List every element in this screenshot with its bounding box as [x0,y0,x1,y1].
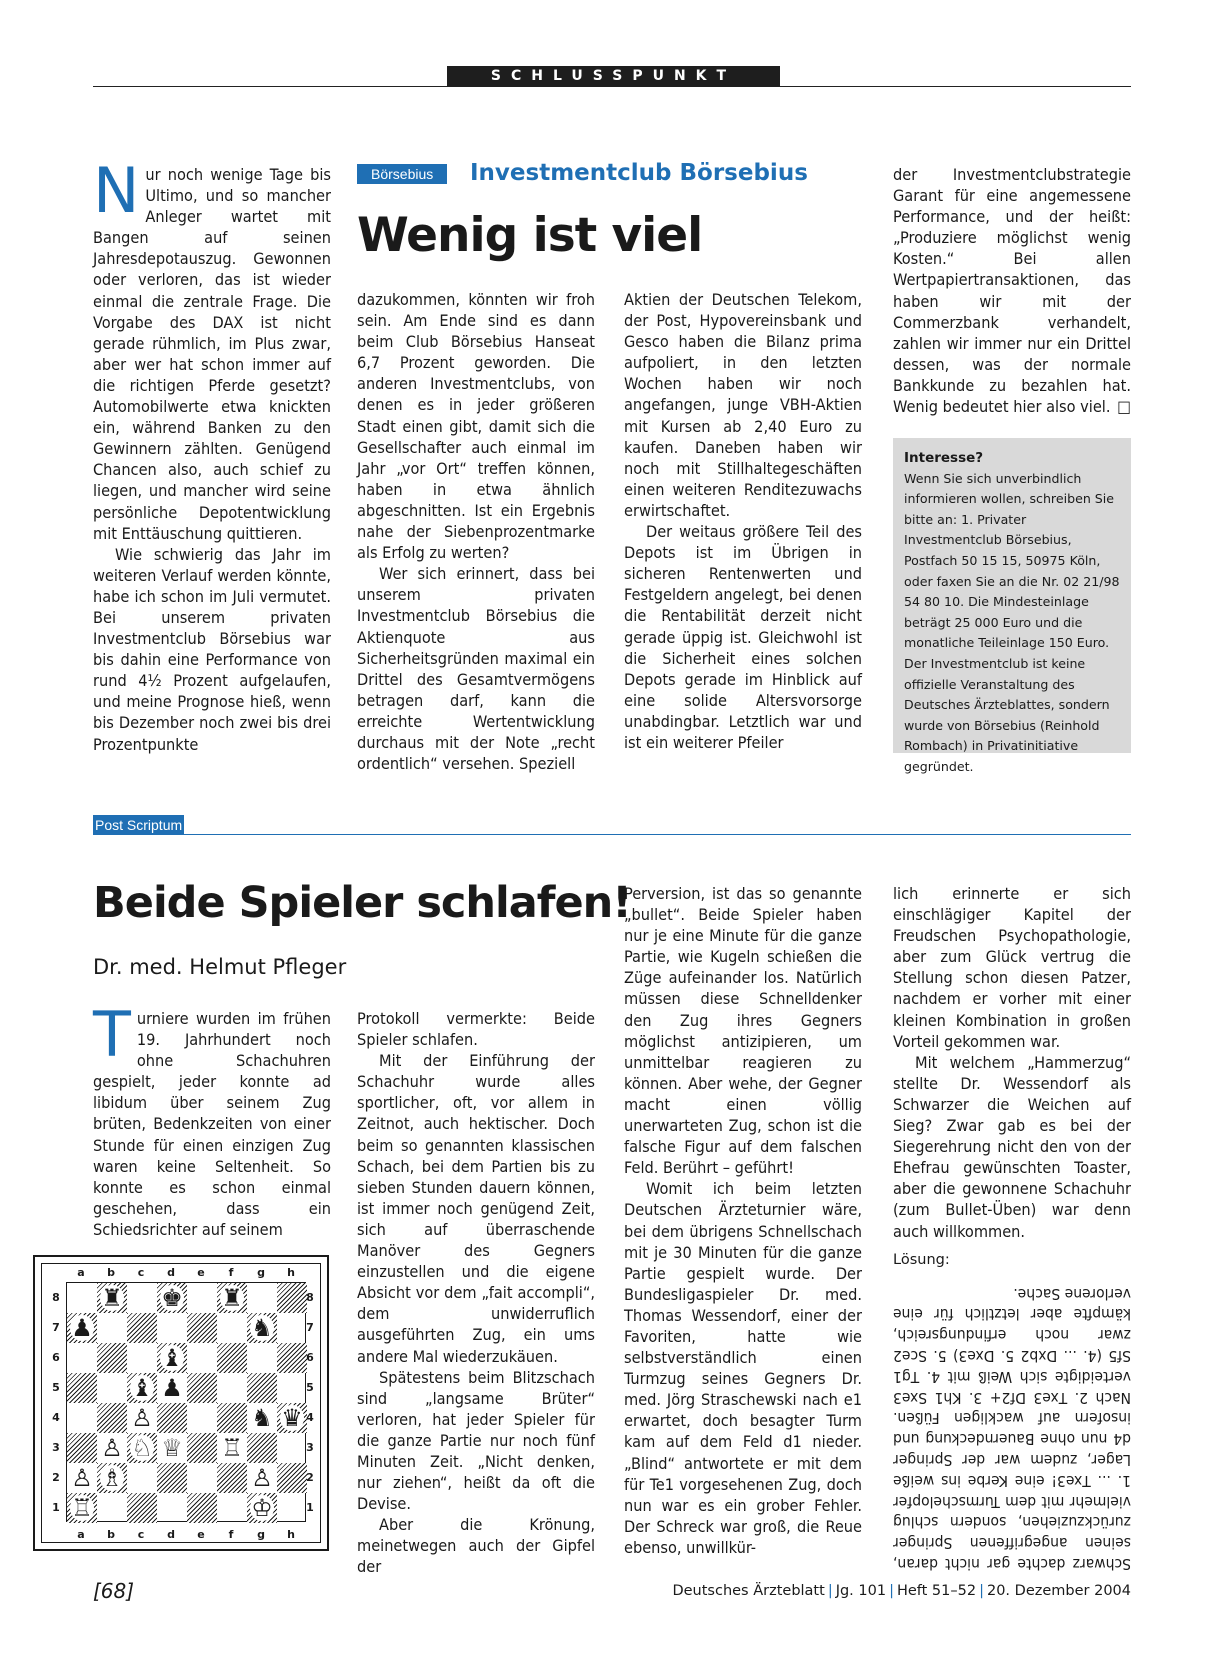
file-label: b [107,1266,115,1279]
chess-square-g3 [247,1433,277,1463]
rank-label: 5 [306,1380,314,1394]
info-box [893,438,1131,774]
chess-square-c1 [127,1493,157,1523]
chess-square-c4 [127,1403,157,1433]
rank-label: 2 [306,1470,314,1484]
article2-headline: Beide Spieler schlafen! [93,878,631,928]
file-label: b [107,1528,115,1541]
chess-piece: ♞ [251,1404,273,1432]
footer-credit: Deutsches Ärzteblatt | Jg. 101 | Heft 51–52 | 20. Dezember 2004 [672,1583,1131,1599]
rank-label: 5 [52,1380,60,1394]
file-labels-bottom [66,1528,306,1542]
chess-square-c5 [127,1373,157,1403]
article2-column-2 [357,1008,595,1578]
article2-column-3 [624,883,862,1558]
journal-name: Deutsches Ärzteblatt [672,1583,825,1599]
chess-square-f7 [217,1313,247,1343]
rank-label: 3 [52,1440,60,1454]
chess-square-b2 [97,1463,127,1493]
article2-rule [93,834,1131,835]
article2-byline: Dr. med. Helmut Pfleger [93,955,347,979]
article1-tag: Börsebius [357,164,447,184]
chess-piece: ♘ [131,1434,153,1462]
file-label: c [137,1528,145,1541]
paragraph: Mit welchem „Hammerzug“ stellte Dr. Wessendorf als Schwarzer die Weichen auf Sieg? Zwar gab es bei der Siegerehrung nicht den von der Ehefrau gewünschten Toaster, aber die gewonnene Schachuhr (zum Bullet-Üben) war denn auch willkommen. [893,1052,1131,1241]
page-number: [68] [93,1579,135,1603]
chess-square-b3 [97,1433,127,1463]
chess-piece: ♔ [251,1494,273,1522]
chess-square-c7 [127,1313,157,1343]
info-box-text: Wenn Sie sich unverbindlich informieren wollen, schreiben Sie bitte an: 1. Privater Investmentclub Börsebius, Postfach 50 15 15, 50975 Köln, oder faxen Sie an die Nr. 02 21/98 54 80 10. Die Mindesteinlage beträgt 25 000 Euro und die monatliche Teileinlage 150 Euro. Der Investmentclub ist keine offizielle Veranstaltung des Deutsches Ärzteblattes, sondern wurde von Börsebius (Reinhold Rombach) in Privatinitiative gegründet. [904,470,1120,774]
chess-square-f8 [217,1283,247,1313]
paragraph: ur noch wenige Tage bis Ultimo, und so mancher Anleger wartet mit Bangen auf seinen Jahresdepotauszug. Gewonnen oder verloren, das ist wieder einmal die zentrale Frage. Die Vorgabe des DAX ist nicht gerade rühmlich, im Plus zwar, aber wer hat schon immer auf die richtigen Pferde gesetzt? Automobilwerte etwa knickten ein, während Banken zu den Gewinnern zählten. Genügend Chancen also, auch schief zu liegen, und mancher wird seine persönliche Depotentwicklung mit Enttäuschung quittieren. [93,165,331,543]
chess-square-b6 [97,1343,127,1373]
paragraph: Perversion, ist das so genannte „bullet“. Beide Spieler haben nur je eine Minute für die ganze Partie, wie Kugeln schießen die Züge aufeinander los. Natürlich müssen diese Schnelldenker den Zug ihres Gegners möglichst antizipieren, um unmittelbar reagieren zu können. Aber wehe, der Gegner macht einen völlig unerwarteten Zug, schon ist die falsche Figur auf dem falschen Feld. Berührt – geführt! [624,884,862,1178]
paragraph: Womit ich beim letzten Deutschen Ärzteturnier wäre, bei dem übrigens Schnellschach mit je 30 Minuten für die ganze Partie gespielt wurde. Der Bundesligaspieler Dr. med. Thomas Wessendorf, einer der Favoriten, hatte wie selbstverständlich einen Turmzug seines Gegners Dr. med. Jörg Straschewski nach e1 erwartet, doch besagter Turm kam auf dem Feld d1 nieder. „Blind“ antwortete er mit dem für Te1 vorgesehenen Zug, doch nun war es ein grober Fehler. Der Schreck war groß, die Reue ebenso, unwillkür- [624,1179,862,1557]
chess-square-b4 [97,1403,127,1433]
rank-label: 6 [52,1350,60,1364]
rank-labels-right [302,1282,318,1522]
chess-square-e6 [187,1343,217,1373]
chess-piece: ♙ [131,1404,153,1432]
chess-square-c2 [127,1463,157,1493]
chess-square-a5 [67,1373,97,1403]
chess-piece: ♞ [251,1314,273,1342]
paragraph: Mit der Einführung der Schachuhr wurde alles sportlicher, oft, vor allem in Zeitnot, auch hektischer. Doch beim so genannten klassischen Schach, bei dem Partien bis zu sieben Stunden dauern können, ist immer noch genügend Zeit, sich auf überraschende Manöver des Gegners einzustellen und die eigene Absicht vor dem „fait accompli“, dem unwiderruflich ausgeführten Zug, ein ums andere Mal wiederzukäuen. [357,1051,595,1366]
chess-square-a4 [67,1403,97,1433]
chess-square-f4 [217,1403,247,1433]
chess-square-b8 [97,1283,127,1313]
file-label: g [257,1266,265,1279]
chess-square-g2 [247,1463,277,1493]
chess-piece: ♗ [101,1464,123,1492]
chess-square-c3 [127,1433,157,1463]
rank-label: 8 [52,1290,60,1304]
chess-square-a8 [67,1283,97,1313]
article1-headline: Wenig ist viel [357,208,703,263]
article2-tag: Post Scriptum [95,817,183,833]
file-label: d [167,1266,175,1279]
paragraph: Spätestens beim Blitzschach sind „langsame Brüter“ verloren, hat jeder Spieler für die ganze Partie nur noch fünf Minuten Zeit. „Nicht denken, nur ziehen“, heißt da oft die Devise. [357,1367,595,1514]
file-label: f [228,1266,234,1279]
rank-label: 7 [306,1320,314,1334]
chess-square-e8 [187,1283,217,1313]
rank-label: 3 [306,1440,314,1454]
chess-square-a1 [67,1493,97,1523]
section-title: SCHLUSSPUNKT [447,66,780,87]
chess-piece: ♝ [161,1344,183,1372]
article1-kicker: Investmentclub Börsebius [470,160,808,186]
paragraph: der Investmentclubstrategie Garant für eine angemessene Performance, und der heißt: „Produziere möglichst wenig Kosten.“ Bei allen Wertpapiertransaktionen, das haben wir mit der Commerzbank verhandelt, zahlen wir immer nur ein Drittel dessen, was der normale Bankkunde zu bezahlen hat. Wenig bedeutet hier also viel. [893,165,1131,417]
paragraph: urniere wurden im frühen 19. Jahrhundert noch ohne Schachuhren gespielt, jeder konnte ad libidum über seinem Zug brüten, Bedenkzeiten von einer Stunde für einen einzigen Zug waren keine Seltenheit. So konnte es schon einmal geschehen, dass ein Schiedsrichter auf seinem [93,1009,331,1239]
chess-square-e4 [187,1403,217,1433]
rank-label: 1 [306,1500,314,1514]
rank-label: 4 [306,1410,314,1424]
file-label: a [77,1266,85,1279]
chess-square-f5 [217,1373,247,1403]
chess-square-a2 [67,1463,97,1493]
chess-square-d1 [157,1493,187,1523]
chess-square-e2 [187,1463,217,1493]
file-label: g [257,1528,265,1541]
file-label: c [137,1266,145,1279]
chess-square-c6 [127,1343,157,1373]
solution-text-upside-down: Schwarz dachte gar nicht daran, seinen angegriffenen Springer zurückzuziehen, sondern schlug vielmehr mit dem Turmschelopfer 1. ... Txe3! eine Kerbe ins weiße Lager, zudem war der Springer d4 nun ohne Bauerndeckung und insofern auf wackligen Füßen. Nach 2. Txe3 Df2+ 3. Kh1 Sxe3 verteidigte sich Weiß mit 4. Tg1 Sf5 (4. ... Dxb2 5. Dxe3) 5. Sce2 zwar noch erfindungsreich, kämpfte aber letztlich für eine verlorene Sache. [893,1284,1131,1574]
chess-piece: ♚ [161,1284,183,1312]
chess-square-g1 [247,1493,277,1523]
chess-square-g8 [247,1283,277,1313]
chess-piece: ♜ [221,1284,243,1312]
journal-volume: Jg. 101 [835,1583,887,1599]
paragraph: Aktien der Deutschen Telekom, der Post, Hypovereinsbank und Gesco haben die Bilanz prima aufpoliert, in den letzten Wochen haben wir noch angefangen, junge VBH-Aktien mit Kursen ab 2,40 Euro zu kaufen. Daneben haben wir noch mit Stillhaltegeschäften einen weiteren Renditezuwachs erwirtschaftet. [624,290,862,520]
chess-piece: ♙ [71,1464,93,1492]
paragraph: Wer sich erinnert, dass bei unserem privaten Investmentclub Börsebius die Aktienquote aus Sicherheitsgründen maximal ein Drittel des Gesamtvermögens betragen darf, kann die erreichte Wertentwicklung durchaus mit der Note „recht ordentlich“ versehen. Speziell [357,564,595,774]
article2-column-4 [893,883,1131,1242]
chess-piece: ♖ [71,1494,93,1522]
chess-square-d8 [157,1283,187,1313]
file-label: e [197,1528,205,1541]
file-label: h [287,1266,295,1279]
chess-square-c8 [127,1283,157,1313]
chess-square-a6 [67,1343,97,1373]
chess-square-b1 [97,1493,127,1523]
chess-square-d6 [157,1343,187,1373]
chess-square-f1 [217,1493,247,1523]
chess-piece: ♖ [221,1434,243,1462]
chess-piece: ♛ [281,1404,303,1432]
journal-issue: Heft 51–52 [896,1583,977,1599]
article1-column-3 [624,289,862,753]
paragraph: dazukommen, könnten wir froh sein. Am Ende sind es dann beim Club Börsebius Hanseat 6,7 Prozent geworden. Die anderen Investmentclubs, von denen es in jeder größeren Stadt einen gibt, damit sich die Gesellschafter auch einmal im Jahr „vor Ort“ treffen können, haben in etwa ähnlich abgeschnitten. Ist ein Ergebnis nahe der Siebenprozentmarke als Erfolg zu werten? [357,290,595,563]
chess-square-d7 [157,1313,187,1343]
chess-square-b7 [97,1313,127,1343]
rank-label: 8 [306,1290,314,1304]
chess-piece: ♕ [161,1434,183,1462]
chess-board [66,1282,306,1522]
solution-label: Lösung: [893,1252,950,1268]
file-label: d [167,1528,175,1541]
file-label: f [228,1528,234,1541]
chess-square-e5 [187,1373,217,1403]
article1-column-2 [357,289,595,774]
chess-square-d2 [157,1463,187,1493]
chess-square-f2 [217,1463,247,1493]
chess-square-e1 [187,1493,217,1523]
chess-square-a3 [67,1433,97,1463]
chess-square-g6 [247,1343,277,1373]
article1-column-1 [93,154,331,755]
paragraph: Aber die Krönung, meinetwegen auch der Gipfel der [357,1515,595,1577]
paragraph: Der weitaus größere Teil des Depots ist im Übrigen in sicheren Rentenwerten und Festgeldern angelegt, bei denen die Rentabilität derzeit nicht gerade üppig ist. Gleichwohl ist die Sicherheit eines solchen Depots gerade im Hinblick auf eine solide Altersvorsorge unabdingbar. Letztlich war und ist ein weiterer Pfeiler [624,522,862,752]
chess-square-g5 [247,1373,277,1403]
rank-labels-left [48,1282,64,1522]
file-labels-top [66,1266,306,1280]
file-label: h [287,1528,295,1541]
file-label: a [77,1528,85,1541]
chess-square-d3 [157,1433,187,1463]
rank-label: 2 [52,1470,60,1484]
chess-square-f6 [217,1343,247,1373]
chess-square-d4 [157,1403,187,1433]
rank-label: 6 [306,1350,314,1364]
file-label: e [197,1266,205,1279]
chess-square-g4 [247,1403,277,1433]
paragraph: Wie schwierig das Jahr im weiteren Verlauf werden könnte, habe ich schon im Juli vermutet. Bei unserem privaten Investmentclub Börsebius war bis dahin eine Performance von rund 4½ Prozent aufgelaufen, und meine Prognose hieß, wenn bis Dezember noch zwei bis drei Prozentpunkte [93,544,331,754]
chess-diagram [33,1255,329,1551]
article2-dropcap: T [93,998,131,1071]
chess-diagram-frame [41,1263,321,1543]
journal-date: 20. Dezember 2004 [986,1583,1131,1599]
chess-piece: ♙ [101,1434,123,1462]
chess-piece: ♟ [161,1374,183,1402]
info-box-title: Interesse? [904,450,984,466]
chess-piece: ♟ [71,1314,93,1342]
article1-column-4 [893,164,1131,417]
chess-square-e3 [187,1433,217,1463]
chess-piece: ♙ [251,1464,273,1492]
rank-label: 7 [52,1320,60,1334]
article2-column-1 [93,998,331,1240]
chess-square-g7 [247,1313,277,1343]
chess-square-a7 [67,1313,97,1343]
chess-square-d5 [157,1373,187,1403]
article1-dropcap: N [93,154,140,227]
end-mark: □ [1117,397,1131,417]
chess-square-e7 [187,1313,217,1343]
paragraph: Protokoll vermerkte: Beide Spieler schlafen. [357,1009,595,1050]
paragraph: lich erinnerte er sich einschlägiger Kapitel der Freudschen Psychopathologie, aber zum Glück vertrug die Stellung schon diesen Patzer, nachdem er vorher mit einer kleinen Kombination in großen Vorteil gekommen war. [893,884,1131,1051]
chess-square-f3 [217,1433,247,1463]
chess-piece: ♝ [131,1374,153,1402]
chess-piece: ♜ [101,1284,123,1312]
rank-label: 1 [52,1500,60,1514]
chess-square-b5 [97,1373,127,1403]
rank-label: 4 [52,1410,60,1424]
